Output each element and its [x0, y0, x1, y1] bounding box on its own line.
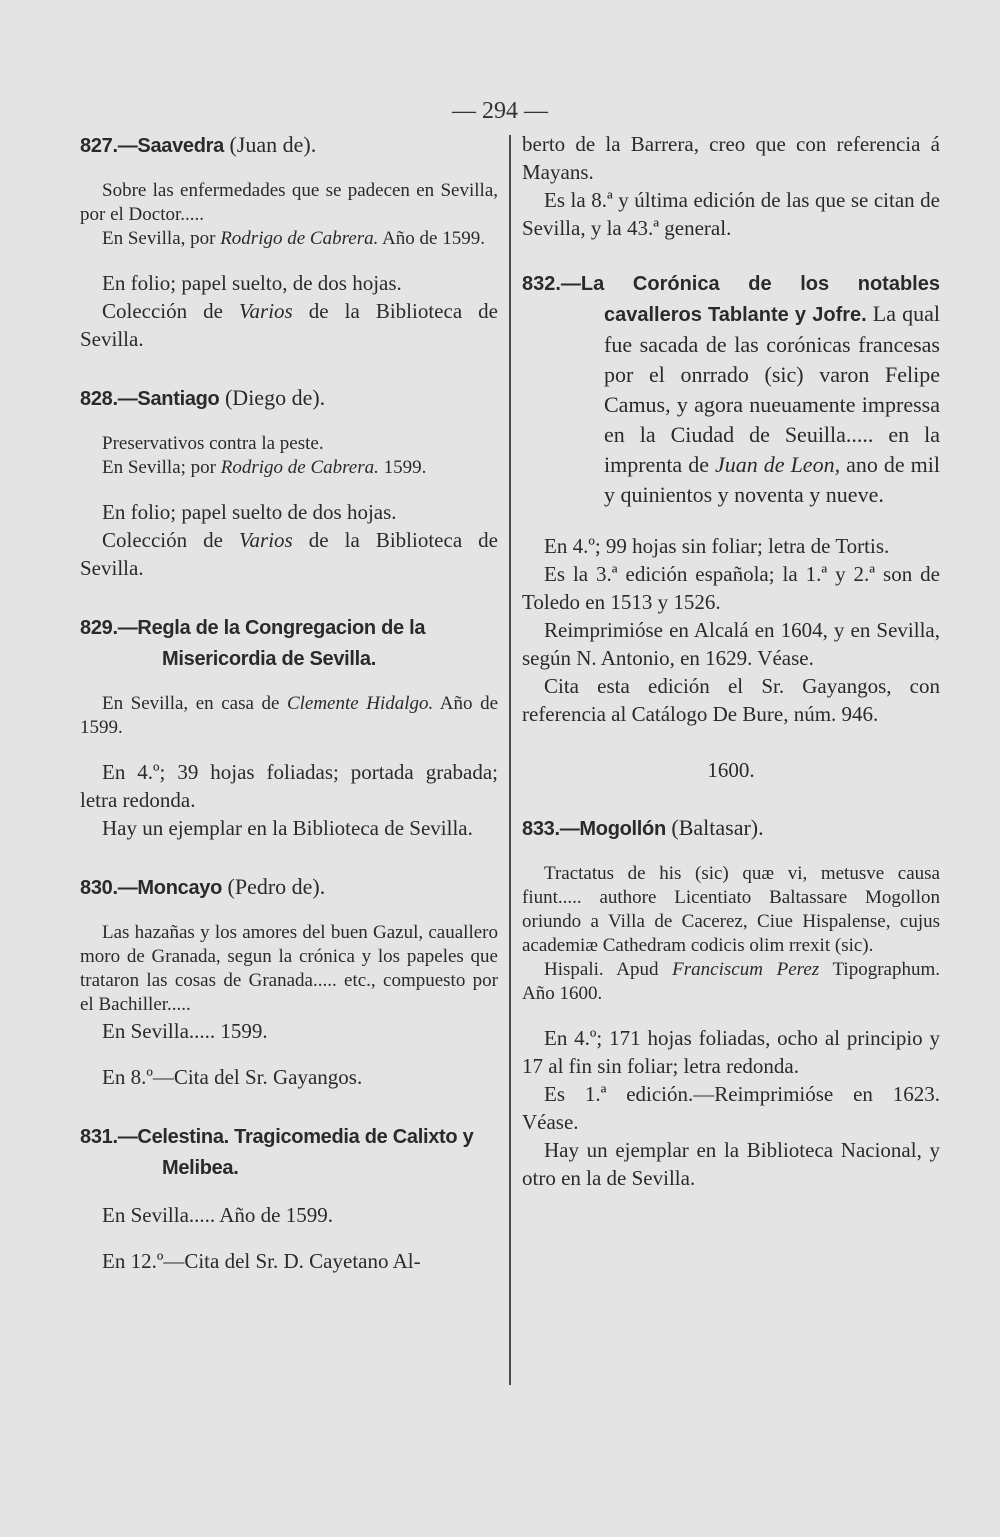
entry-827	[80, 130, 498, 353]
entry-imprint: En Sevilla, en casa de Clemente Hidalgo. Año de 1599.	[80, 693, 499, 738]
entry-imprint: En Sevilla..... Año de 1599.	[102, 1203, 333, 1227]
entry-number-title: 832.—La Corónica de los notables cavalleros Tablante y Jofre.	[522, 273, 940, 326]
entry-imprint: En Sevilla..... 1599.	[102, 1019, 268, 1043]
entry-heading	[80, 383, 498, 414]
entry-imprint: En Sevilla, por Rodrigo de Cabrera. Año de 1599.	[102, 228, 485, 249]
right-column	[522, 130, 940, 1222]
entry-heading	[80, 872, 498, 903]
entry-description: En 12.º—Cita del Sr. D. Cayetano Al-	[102, 1249, 421, 1273]
entry-text: Sobre las enfermedades que se padecen en Sevilla, por el Doctor.....	[80, 180, 498, 225]
entry-location: Hay un ejemplar en la Biblioteca Nacional, y otro en la de Sevilla.	[522, 1138, 940, 1190]
entry-imprint: En Sevilla; por Rodrigo de Cabrera. 1599.	[102, 457, 427, 478]
entry-location: Colección de Varios de la Biblioteca de Sevilla.	[80, 528, 498, 580]
entry-text: Es la 8.ª y última edición de las que se citan de Sevilla, y la 43.ª general.	[522, 188, 940, 240]
entry-number-title: 828.—Santiago	[80, 388, 220, 410]
entry-description: En 8.º—Cita del Sr. Gayangos.	[102, 1065, 363, 1089]
entry-author: (Pedro de).	[222, 874, 326, 899]
entry-location: Hay un ejemplar en la Biblioteca de Sevilla.	[102, 816, 473, 840]
entry-description: En folio; papel suelto, de dos hojas.	[102, 271, 402, 295]
entry-description: En 4.º; 171 hojas foliadas, ocho al principio y 17 al fin sin foliar; letra redonda.	[522, 1026, 940, 1078]
entry-831	[80, 1121, 498, 1275]
entry-heading: 832.—La Corónica de los notables cavalleros Tablante y Jofre. La qual fue sacada de las corónicas francesas por el onrrado (sic) varon Felipe Camus, y agora nueuamente impressa en la Ciudad de Seuilla..... en la imprenta de Juan de Leon, ano de mil y quinientos y noventa y nueve.	[522, 273, 940, 507]
entry-description: En 4.º; 99 hojas sin foliar; letra de Tortis.	[544, 534, 890, 558]
entry-heading	[80, 130, 498, 161]
entry-text: Preservativos contra la peste.	[102, 433, 324, 454]
page-number: — 294 —	[452, 98, 548, 124]
year-heading: 1600.	[707, 758, 755, 782]
entry-829	[80, 612, 498, 842]
entry-number-title: 830.—Moncayo	[80, 877, 223, 899]
entry-author: (Baltasar).	[665, 815, 764, 840]
entry-number-title: 831.—Celestina. Tragicomedia de Calixto y Melibea.	[80, 1126, 474, 1179]
entry-text: Es 1.ª edición.—Reimprimióse en 1623. Véase.	[522, 1082, 940, 1134]
entry-text: Es la 3.ª edición española; la 1.ª y 2.ª son de Toledo en 1513 y 1526.	[522, 562, 940, 614]
entry-text: Cita esta edición el Sr. Gayangos, con referencia al Catálogo De Bure, núm. 946.	[522, 674, 940, 726]
entry-text: Tractatus de his (sic) quæ vi, metusve causa fiunt..... authore Licentiato Baltassare Mogollon oriundo a Villa de Cacerez, Ciue Hispalense, cujus academiæ Cathedram codicis olim rrexit (sic).	[522, 863, 940, 956]
column-rule	[509, 135, 511, 1385]
entry-heading	[80, 1121, 498, 1183]
entry-830	[80, 872, 498, 1091]
entry-description: En 4.º; 39 hojas foliadas; portada grabada; letra redonda.	[80, 760, 498, 812]
entry-heading	[80, 612, 498, 674]
left-column	[80, 130, 498, 1305]
entry-author: (Diego de).	[219, 385, 326, 410]
entry-number-title: 833.—Mogollón	[522, 818, 666, 840]
entry-number-title: 827.—Saavedra	[80, 135, 224, 157]
entry-heading	[522, 813, 940, 844]
entry-text: Reimprimióse en Alcalá en 1604, y en Sevilla, según N. Antonio, en 1629. Véase.	[522, 618, 940, 670]
entry-author: (Juan de).	[223, 132, 317, 157]
entry-number-title: 829.—Regla de la Congregacion de la Misericordia de Sevilla.	[80, 617, 426, 670]
entry-832	[522, 268, 940, 728]
entry-text: berto de la Barrera, creo que con referencia á Mayans.	[522, 132, 940, 184]
entry-828	[80, 383, 498, 582]
entry-text: Las hazañas y los amores del buen Gazul, cauallero moro de Granada, segun la crónica y los papeles que trataron las cosas de Granada..... etc., compuesto por el Bachiller.....	[80, 922, 498, 1015]
entry-location: Colección de Varios de la Biblioteca de Sevilla.	[80, 299, 498, 351]
entry-imprint: Hispali. Apud Franciscum Perez Tipographum. Año 1600.	[522, 959, 940, 1004]
entry-833	[522, 813, 940, 1192]
entry-description: En folio; papel suelto de dos hojas.	[102, 500, 397, 524]
entry-831-continued	[522, 130, 940, 242]
